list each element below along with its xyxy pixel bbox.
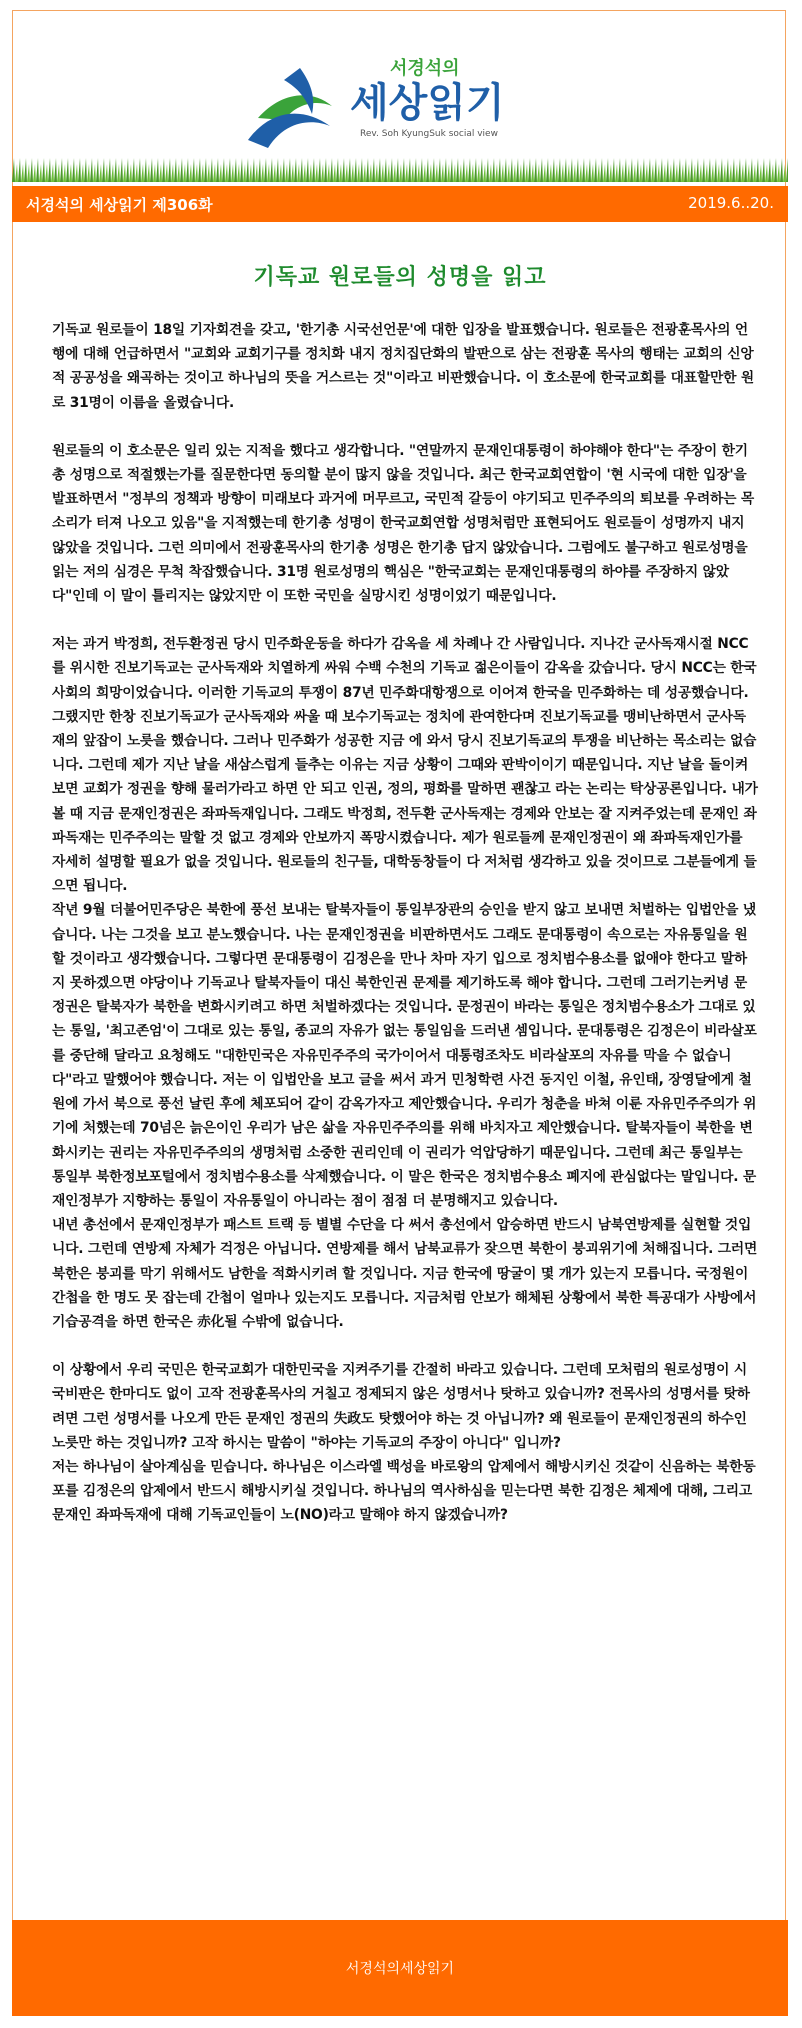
paragraph: 이 상황에서 우리 국민은 한국교회가 대한민국을 지켜주기를 간절히 바라고 있습니다. 그런데 모처럼의 원로성명이 시국비판은 한마디도 없이 고작 전광훈목사의 거칠고 정제되지 않은 성명서나 탓하고 있습니까? 전목사의 성명서를 탓하려면 그런 성명서를 나오게 만든 문재인 정권의 失政도 탓했어야 하는 것 아닙니까? 왜 원로들이 문재인정권의 하수인 노릇만 하는 것입니까? 고작 하시는 말씀이 "하야는 기독교의 주장이 아니다" 입니까? [52,1362,750,1451]
header-bar [12,186,788,222]
footer-bar [12,1920,788,2016]
svg-text:서경석의: 서경석의 [390,58,460,79]
paragraph: 작년 9월 더불어민주당은 북한에 풍선 보내는 탈북자들이 통일부장관의 승인을 받지 않고 보내면 처벌하는 입법안을 냈습니다. 나는 그것을 보고 분노했습니다. 나는 문재인정권을 비판하면서도 그래도 문대통령이 속으로는 자유통일을 원할 것이라고 생각했습니다. 그렇다면 문대통령이 김정은을 만나 차마 자기 입으로 정치범수용소를 없애야 한다고 말하지 못하겠으면 야당이나 기독교나 탈북자들이 대신 북한인권 문제를 제기하도록 해야 합니다. 그런데 그러기는커녕 문정권은 탈북자가 북한을 변화시키려고 하면 처벌하겠다는 것입니다. 문정권이 바라는 통일은 정치범수용소가 그대로 있는 통일, '최고존엄'이 그대로 있는 통일, 종교의 자유가 없는 통일임을 드러낸 셈입니다. 문대통령은 김정은이 비라살포를 중단해 달라고 요청해도 "대한민국은 자유민주주의 국가이어서 대통령조차도 비라살포의 자유를 막을 수 없습니다"라고 말했어야 했습니다. 저는 이 입법안을 보고 글을 써서 과거 민청학련 사건 동지인 이철, 유인태, 장영달에게 철원에 가서 북으로 풍선 날린 후에 체포되어 같이 감옥가자고 제안했습니다. 우리가 청춘을 바쳐 이룬 자유민주주의가 위기에 처했는데 70넘은 늙은이인 우리가 남은 삶을 자유민주주의를 위해 바치자고 제안했습니다. 탈북자들이 북한을 변화시키는 권리는 자유민주주의의 생명처럼 소중한 권리인데 이 권리가 억압당하기 때문입니다. 그런데 최근 통일부는 통일부 북한정보포털에서 정치범수용소를 삭제했습니다. 이 말은 한국은 정치범수용소 폐지에 관심없다는 말입니다. 문재인정부가 지향하는 통일이 자유통일이 아니라는 점이 점점 더 분명해지고 있습니다. [52,902,757,1209]
site-logo [240,48,570,156]
grass-strip [12,150,788,182]
svg-text:세상읽기: 세상읽기 [350,80,505,126]
paragraph: 저는 하나님이 살아계심을 믿습니다. 하나님은 이스라엘 백성을 바로왕의 압제에서 해방시키신 것같이 신음하는 북한동포를 김정은의 압제에서 반드시 해방시키실 것입니다. 하나님의 역사하심을 믿는다면 북한 김정은 체제에 대해, 그리고 문재인 좌파독재에 대해 기독교인들이 노(NO)라고 말해야 하지 않겠습니까? [52,1458,756,1524]
paragraph: 기독교 원로들이 18일 기자회견을 갖고, '한기총 시국선언문'에 대한 입장을 발표했습니다. 원로들은 전광훈목사의 언행에 대해 언급하면서 "교회와 교회기구를 정치화 내지 정치집단화의 발판으로 삼는 전광훈 목사의 행태는 교회의 신앙적 공공성을 왜곡하는 것이고 하나님의 뜻을 거스르는 것"이라고 비판했습니다. 이 호소문에 한국교회를 대표할만한 원로 31명이 이름을 올렸습니다. [52,322,755,411]
issue-date: 2019.6..20. [688,194,774,212]
paragraph: 내년 총선에서 문재인정부가 패스트 트랙 등 별별 수단을 다 써서 총선에서 압승하면 반드시 남북연방제를 실현할 것입니다. 그런데 연방제 자체가 걱정은 아닙니다. 연방제를 해서 남북교류가 잦으면 북한이 붕괴위기에 처해집니다. 그러면 북한은 붕괴를 막기 위해서도 남한을 적화시키려 할 것입니다. 지금 한국에 땅굴이 몇 개가 있는지 모릅니다. 국정원이 간첩을 한 명도 못 잡는데 간첩이 얼마나 있는지도 모릅니다. 지금처럼 안보가 해체된 상황에서 북한 특공대가 사방에서 기습공격을 하면 한국은 赤化될 수밖에 없습니다. [52,1217,758,1330]
paragraph: 원로들의 이 호소문은 일리 있는 지적을 했다고 생각합니다. "연말까지 문재인대통령이 하야해야 한다"는 주장이 한기총 성명으로 적절했는가를 질문한다면 동의할 분이 많지 않을 것입니다. 최근 한국교회연합이 '현 시국에 대한 입장'을 발표하면서 "정부의 정책과 방향이 미래보다 과거에 머무르고, 국민적 갈등이 야기되고 민주주의의 퇴보를 우려하는 목소리가 터져 나오고 있음"을 지적했는데 한기총 성명이 한국교회연합 성명처럼만 표현되어도 원로들이 성명까지 내지 않았을 것입니다. 그런 의미에서 전광훈목사의 한기총 성명은 한기총 답지 않았습니다. 그럼에도 불구하고 원로성명을 읽는 저의 심경은 무척 착잡했습니다. 31명 원로성명의 핵심은 "한국교회는 문재인대통령의 하야를 주장하지 않았다"인데 이 말이 틀리지는 않았지만 이 또한 국민을 실망시킨 성명이었기 때문입니다. [52,442,755,605]
article-title: 기독교 원로들의 성명을 읽고 [253,265,547,290]
svg-text:Rev. Soh KyungSuk social view: Rev. Soh KyungSuk social view [360,129,498,139]
series-label: 서경석의 세상읽기 제306화 [26,196,213,214]
paragraph: 저는 과거 박정희, 전두환정권 당시 민주화운동을 하다가 감옥을 세 차례나 간 사람입니다. 지나간 군사독재시절 NCC를 위시한 진보기독교는 군사독재와 치열하게 싸워 수백 수천의 기독교 젊은이들이 감옥을 갔습니다. 당시 NCC는 한국사회의 희망이었습니다. 이러한 기독교의 투쟁이 87년 민주화대항쟁으로 이어져 한국을 민주화하는 데 성공했습니다. 그랬지만 한창 진보기독교가 군사독재와 싸울 때 보수기독교는 정치에 관여한다며 진보기독교를 맹비난하면서 군사독재의 앞잡이 노릇을 했습니다. 그러나 민주화가 성공한 지금 에 와서 당시 진보기독교의 투쟁을 비난하는 목소리는 없습니다. 그런데 제가 지난 날을 새삼스럽게 들추는 이유는 지금 상황이 그때와 판박이이기 때문입니다. 지난 날을 돌이켜보면 교회가 정권을 향해 물러가라고 하면 안 되고 인권, 정의, 평화를 말하면 괜찮고 라는 논리는 탁상공론입니다. 내가 볼 때 지금 문재인정권은 좌파독재입니다. 그래도 박정희, 전두환 군사독재는 경제와 안보는 잘 지켜주었는데 문재인 좌파독재는 민주주의는 말할 것 없고 경제와 안보까지 폭망시켰습니다. 제가 원로들께 문재인정권이 왜 좌파독재인가를 자세히 설명할 필요가 없을 것입니다. 원로들의 친구들, 대학동창들이 다 저처럼 생각하고 있을 것이므로 그분들에게 들으면 됩니다. [52,636,758,895]
article-body [52,318,758,1528]
footer-label: 서경석의세상읽기 [345,1961,455,1977]
